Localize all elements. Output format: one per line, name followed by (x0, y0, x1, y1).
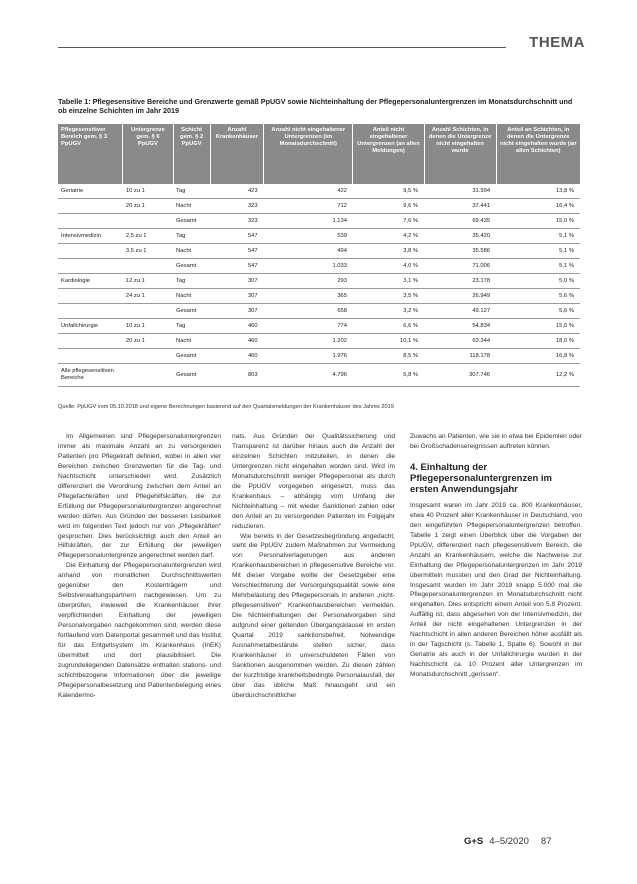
paragraph: Insgesamt waren im Jahr 2019 ca. 800 Krankenhäuser, etwa 40 Prozent aller Krankenhäuser in Deutschland, von den eingeführten Pflegepersonaluntergrenzen betroffen. Tabelle 1 zeigt einen Überblick über die Vorgaben der PpUGV, differenziert nach pflegesensitivem Bereich, die Anzahl an Krankenhäusern, welche die Nachweise zur Einhaltung der Pflegepersonaluntergrenzen im Jahr 2019 übermitteln mussten und den Grad der Nichteinhaltung. Insgesamt wurden im Jahr 2019 knapp 5.000 mal die Pflegepersonaluntergrenzen im Monatsdurchschnitt nicht eingehalten. Dies entspricht einem Anteil von 5,8 Prozent. Auffällig ist, dass abgesehen von der Intensivmedizin, der Anteil der nicht eingehaltenen Untergrenzen in der Nachtschicht in allen anderen Bereichen höher ausfällt als in der Tagschicht (s. Tabelle 1, Spalte 6). Sowohl in der Geriatrie als auch in der Unfallchirurgie wurden in der Nachtschicht ca. 10 Prozent aller Untergrenzen im Monatsdurchschnitt „gerissen“. (410, 501, 582, 679)
table-cell: 1.976 (264, 349, 353, 364)
table-cell: Nacht (173, 244, 210, 259)
table-header-row (58, 124, 580, 184)
table-cell: Gesamt (173, 364, 210, 387)
issue-number: 4–5/2020 (489, 836, 529, 847)
table-cell: 16,4 % (496, 199, 580, 214)
table-cell: 547 (210, 244, 263, 259)
table-cell: 774 (264, 319, 353, 334)
table-cell: Geriatrie (58, 184, 123, 199)
table-cell: Tag (173, 229, 210, 244)
table-cell (58, 214, 123, 229)
paragraph: Zuwachs an Patienten, wie sie in etwa bei Epidemien oder bei Großschadensereignissen auftreten können. (410, 433, 582, 450)
header-rule (58, 47, 506, 48)
table-cell: 9,6 % (353, 199, 424, 214)
table-row (58, 334, 580, 349)
table-cell: 10,1 % (353, 334, 424, 349)
table-cell: 9,5 % (353, 184, 424, 199)
table-cell: 20 zu 1 (123, 199, 173, 214)
table-cell: Gesamt (173, 304, 210, 319)
table-cell (58, 334, 123, 349)
table-cell: 15,6 % (496, 319, 580, 334)
table-cell (123, 364, 173, 387)
page-footer (464, 836, 551, 847)
table-cell: 63.344 (424, 334, 496, 349)
column-3 (410, 432, 582, 680)
table-cell: 10 zu 1 (123, 184, 173, 199)
table-cell: 26.949 (424, 289, 496, 304)
table-cell: Alle pflegesensitiven Bereiche (58, 364, 123, 387)
table-cell: 5,6 % (496, 289, 580, 304)
table-cell: 323 (210, 214, 263, 229)
table-cell: Kardiologie (58, 274, 123, 289)
table-cell: Unfallchirurgie (58, 319, 123, 334)
table-cell: 307 (210, 304, 263, 319)
table-cell: 1.134 (264, 214, 353, 229)
table-cell: 307.746 (424, 364, 496, 387)
table-cell: Tag (173, 274, 210, 289)
table-row (58, 319, 580, 334)
table-cell: 5,1 % (496, 259, 580, 274)
table-cell: Nacht (173, 199, 210, 214)
table-cell: 3,1 % (353, 274, 424, 289)
table-cell: 8,5 % (353, 349, 424, 364)
table-cell: Gesamt (173, 259, 210, 274)
table-cell: 422 (264, 184, 353, 199)
table-row (58, 304, 580, 319)
table-cell (58, 349, 123, 364)
table-row (58, 184, 580, 199)
table-header-cell: Schicht gem. § 2 PpUGV (173, 124, 210, 184)
table-cell: 4.796 (264, 364, 353, 387)
table-row (58, 229, 580, 244)
table-cell: 5,8 % (353, 364, 424, 387)
page-number: 87 (540, 836, 552, 847)
table-cell: 37.441 (424, 199, 496, 214)
table-row (58, 274, 580, 289)
table-row (58, 349, 580, 364)
table-cell: 307 (210, 289, 263, 304)
table-row (58, 199, 580, 214)
paragraph: nats. Aus Gründen der Qualitätssicherung und Transparenz ist darüber hinaus auch die Anzahl der einzelnen Schichten mitzuteilen, in denen die Untergrenzen nicht eingehalten worden sind. Wird im Monatsdurchschnitt weniger Pflegepersonal als durch die PpUGV vorgegeben eingesetzt, muss das Krankenhaus – abhängig vom Umfang der Nichteinhaltung – mit wieder Sanktionen zahlen oder den Anteil an zu versorgenden Patienten im Folgejahr reduzieren. (232, 433, 395, 530)
table-cell: 3,5 % (353, 289, 424, 304)
table-cell: 658 (264, 304, 353, 319)
column-1 (58, 432, 221, 701)
table-cell: 3,2 % (353, 304, 424, 319)
data-table (58, 124, 580, 387)
table-cell: 12 zu 1 (123, 274, 173, 289)
table-cell: Gesamt (173, 349, 210, 364)
table-cell (58, 244, 123, 259)
table-header-cell: Anzahl Schichten, in denen die Untergrenze nicht eingehalten wurde (424, 124, 496, 184)
table-cell: 323 (210, 199, 263, 214)
table-cell: 2,5 zu 1 (123, 229, 173, 244)
table-row (58, 259, 580, 274)
paragraph: Wie bereits in der Gesetzesbegründung angedacht, sieht die PpUGV zudem Maßnahmen zur Vermeidung von Personalverlagerungen aus anderen Krankenhausbereichen in pflegesensitive Bereiche vor. Mit dieser Vorgabe wollte der Gesetzgeber eine Verschlechterung der Versorgungsqualität sowie eine Mehrbelastung des Pflegepersonals in anderen „nicht-pflegesensitiven“ Krankenhausbereichen vermeiden. Die Nichteinhaltungen der Personalvorgaben sind aufgrund einer geltenden Übergangsklausel im ersten Quartal 2019 sanktionsbefreit. Notwendige Ausnahmetatbestände stellen sicher, dass Krankenhäuser in unverschuldeten Fällen von Sanktionen ausgenommen werden. Zu diesen zählen der kurzfristige krankheitsbedingte Personalausfall, der über das übliche Maß hinausgeht und ein überdurchschnittlicher (232, 532, 395, 699)
paragraph: Im Allgemeinen sind Pflegepersonaluntergrenzen immer als maximale Anzahl an zu versorgenden Patienten pro Pflegekraft definiert, wobei in allen vier Bereichen zwischen Grenzwerten für die Tag- und Nachtschicht unterschieden wird. Zusätzlich differenziert die Verordnung zwischen dem Anteil an Pflegefachkräften und Pflegehilfskräften, die zur Erfüllung der Pflegepersonaluntergrenzen angerechnet werden dürfen. Aus Gründen der besseren Lesbarkeit wird im folgenden Text jedoch nur von „Pflegekräften“ gesprochen. Dies berücksichtigt auch den Anteil an Hilfskräften, der zur Erfüllung der jeweiligen Pflegepersonaluntergrenze angerechnet werden darf. (58, 433, 221, 560)
table-cell (123, 214, 173, 229)
table-cell: 35.586 (424, 244, 496, 259)
table-cell: 803 (210, 364, 263, 387)
table-cell: 460 (210, 334, 263, 349)
table-cell (123, 349, 173, 364)
table-header-cell: Anteil an Schichten, in denen die Untergrenze nicht eingehalten wurde (an allen Schichten) (496, 124, 580, 184)
table-cell: 423 (210, 184, 263, 199)
table-cell: 69.435 (424, 214, 496, 229)
table-cell: Tag (173, 319, 210, 334)
table-cell: 1.202 (264, 334, 353, 349)
table-cell (58, 259, 123, 274)
table-row (58, 244, 580, 259)
table-cell: 712 (264, 199, 353, 214)
table-cell: 35.420 (424, 229, 496, 244)
table-cell: 7,6 % (353, 214, 424, 229)
paragraph: Die Einhaltung der Pflegepersonaluntergrenzen wird anhand von monatlichen Durchschnittswerten gegenüber den Kostenträgern und Selbstverwaltungspartnern nachgewiesen. Um zu überprüfen, inwieweit die Krankenhäuser ihrer verpflichtenden Einhaltung der jeweiligen Personalvorgaben nachgekommen sind, werden diese fortlaufend vom Datenportal gesammelt und das Institut für das Entgeltsystem im Krankenhaus (InEK) übermittelt und dort plausibilisiert. Die zugrundeliegenden Datensätze enthalten stations- und schichtbezogene Informationen über die jeweilige Pflegepersonalbesetzung und Patientenbelegung eines Kalendermo- (58, 562, 221, 699)
table-caption: Tabelle 1: Pflegesensitive Bereiche und Grenzwerte gemäß PpUGV sowie Nichteinhaltung der Pflegepersonaluntergrenzen im Monatsdurchschnitt und ob einzelne Schichten im Jahr 2019 (58, 97, 573, 115)
table-cell: 547 (210, 259, 263, 274)
table-cell (58, 289, 123, 304)
table-cell: 3,5 zu 1 (123, 244, 173, 259)
table-cell: 1.033 (264, 259, 353, 274)
table-cell (58, 304, 123, 319)
table-header-cell: Anzahl Krankenhäuser (210, 124, 263, 184)
table-cell: 5,1 % (496, 244, 580, 259)
table-cell: 23.178 (424, 274, 496, 289)
table-cell: Nacht (173, 334, 210, 349)
table-cell: 4,0 % (353, 259, 424, 274)
table-cell (123, 304, 173, 319)
table-cell: 547 (210, 229, 263, 244)
table-cell: 12,2 % (496, 364, 580, 387)
table-cell: 10 zu 1 (123, 319, 173, 334)
table-cell: 31.994 (424, 184, 496, 199)
table-header-cell: Anzahl nicht eingehaltener Untergrenzen (im Monatsdurchschnitt) (264, 124, 353, 184)
column-2 (232, 432, 395, 701)
table-cell (58, 199, 123, 214)
table-cell: 54.834 (424, 319, 496, 334)
table-cell: Nacht (173, 289, 210, 304)
table-cell: 460 (210, 319, 263, 334)
table-cell: 5,0 % (496, 274, 580, 289)
section-title: THEMA (529, 34, 585, 51)
table-cell: 49.127 (424, 304, 496, 319)
table-cell: 460 (210, 349, 263, 364)
table-cell: 539 (264, 229, 353, 244)
table-cell: 16,8 % (496, 349, 580, 364)
section-heading: 4. Einhaltung der Pflegepersonaluntergrenzen im ersten Anwendungsjahr (410, 461, 553, 495)
table-cell: 71.006 (424, 259, 496, 274)
table-cell: Tag (173, 184, 210, 199)
table-cell: 13,8 % (496, 184, 580, 199)
table-header-cell: Pflegesensitiver Bereich gem. § 3 PpUGV (58, 124, 123, 184)
table-cell (123, 259, 173, 274)
table-cell: 293 (264, 274, 353, 289)
table-cell: 20 zu 1 (123, 334, 173, 349)
table-cell: 18,0 % (496, 334, 580, 349)
table-source: Quelle: PpUGV vom 05.10.2018 und eigene Berechnungen basierend auf den Quartalsmeldungen der Krankenhäuser des Jahres 2019 (58, 404, 394, 410)
table-cell: 3,8 % (353, 244, 424, 259)
table-cell: 307 (210, 274, 263, 289)
table-row (58, 214, 580, 229)
table-header-cell: Anteil nicht eingehaltener Untergrenzen (an allen Meldungen) (353, 124, 424, 184)
table-cell: 15,0 % (496, 214, 580, 229)
table-cell: 5,1 % (496, 229, 580, 244)
table-header-cell: Untergrenze gem. § 6 PpUGV (123, 124, 173, 184)
table-cell: 494 (264, 244, 353, 259)
table-cell: 24 zu 1 (123, 289, 173, 304)
table-cell: Intensivmedizin (58, 229, 123, 244)
table-cell: 365 (264, 289, 353, 304)
table-cell: 5,6 % (496, 304, 580, 319)
table-row (58, 364, 580, 387)
table-cell: 118.178 (424, 349, 496, 364)
table-cell: 6,6 % (353, 319, 424, 334)
table-cell: 4,2 % (353, 229, 424, 244)
table-cell: Gesamt (173, 214, 210, 229)
table-row (58, 289, 580, 304)
journal-brand: G+S (464, 836, 484, 847)
